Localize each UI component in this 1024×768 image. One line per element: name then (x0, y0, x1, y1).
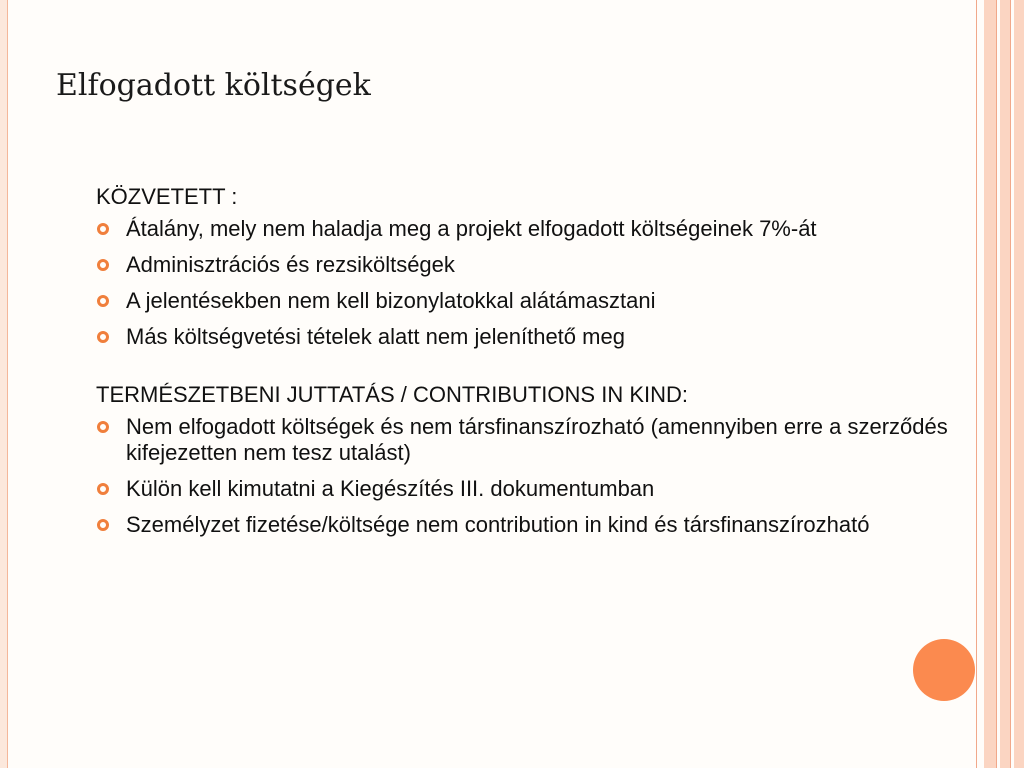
list-item-text: A jelentésekben nem kell bizonylatokkal alátámasztani (126, 288, 656, 313)
list-item-text: Más költségvetési tételek alatt nem jeleníthető meg (126, 324, 625, 349)
section-heading-indirect: KÖZVETETT : (96, 184, 238, 209)
left-border-decoration (0, 0, 8, 768)
list-item (96, 414, 956, 466)
list-item-text: Személyzet fizetése/költsége nem contribution in kind és társfinanszírozható (126, 512, 870, 537)
bullet-list-indirect (96, 216, 956, 350)
stripe (1014, 0, 1024, 768)
stripe (976, 0, 984, 768)
bullet-circle-icon (97, 331, 109, 343)
bullet-circle-icon (97, 223, 109, 235)
decorative-circle-icon (913, 639, 975, 701)
slide-content (96, 184, 956, 548)
bullet-circle-icon (97, 519, 109, 531)
bullet-circle-icon (97, 295, 109, 307)
right-border-stripes (976, 0, 1024, 768)
stripe (984, 0, 996, 768)
list-item (96, 476, 956, 502)
list-item (96, 324, 956, 350)
list-item (96, 288, 956, 314)
list-item-text: Nem elfogadott költségek és nem társfinanszírozható (amennyiben erre a szerződés kifejezetten nem tesz utalást) (126, 414, 948, 465)
list-item-text: Külön kell kimutatni a Kiegészítés III. dokumentumban (126, 476, 655, 501)
list-item-text: Adminisztrációs és rezsiköltségek (126, 252, 455, 277)
list-item-text: Átalány, mely nem haladja meg a projekt elfogadott költségeinek 7%-át (126, 216, 817, 241)
bullet-circle-icon (97, 421, 109, 433)
list-item (96, 252, 956, 278)
list-item (96, 216, 956, 242)
bullet-circle-icon (97, 483, 109, 495)
list-item (96, 512, 956, 538)
slide-title: Elfogadott költségek (56, 68, 371, 103)
bullet-list-in-kind (96, 414, 956, 538)
bullet-circle-icon (97, 259, 109, 271)
stripe (1000, 0, 1010, 768)
section-heading-in-kind: TERMÉSZETBENI JUTTATÁS / CONTRIBUTIONS IN KIND: (96, 382, 688, 407)
